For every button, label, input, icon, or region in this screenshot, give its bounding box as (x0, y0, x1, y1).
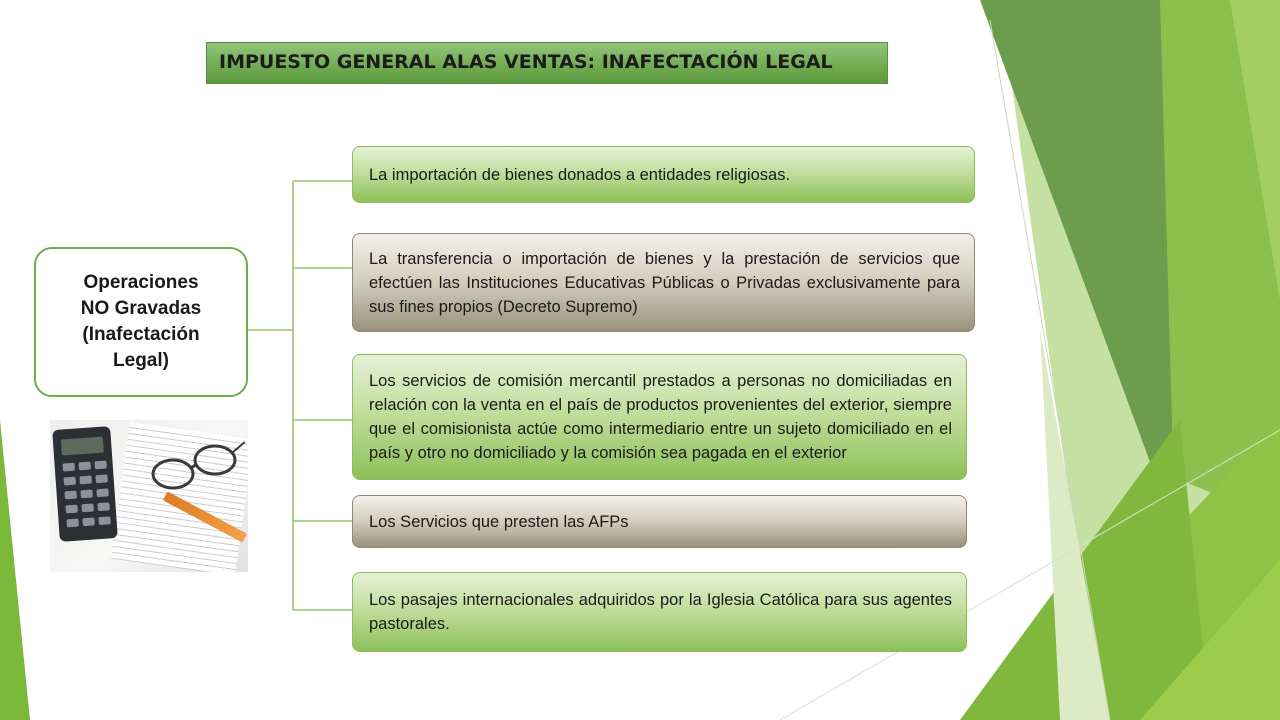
item-text: La importación de bienes donados a entidades religiosas. (369, 165, 791, 184)
item-commercial-commission (352, 354, 967, 480)
glasses-icon (145, 438, 245, 498)
item-donated-imports (352, 146, 975, 203)
root-node-label: Operaciones NO Gravadas (Inafectación Legal) (80, 272, 202, 371)
item-afp-services (352, 495, 967, 548)
calculator-spreadsheet-photo (50, 420, 248, 572)
item-text: Los Servicios que presten las AFPs (369, 512, 629, 531)
item-text: Los servicios de comisión mercantil prestados a personas no domiciliadas en relación con la venta en el país de productos provenientes del exterior, siempre que el comisionista actúe como intermediario entre un sujeto domiciliado en el país y otro no domiciliado y la comisión sea pagada en el exterior (369, 372, 952, 462)
calculator-icon (52, 426, 118, 542)
root-node (34, 247, 248, 397)
item-educational-institutions (352, 233, 975, 332)
item-international-tickets (352, 572, 967, 652)
page-title: IMPUESTO GENERAL ALAS VENTAS: INAFECTACIÓN LEGAL (219, 51, 833, 73)
item-text: La transferencia o importación de bienes y la prestación de servicios que efectúen las Instituciones Educativas Públicas o Privadas exclusivamente para sus fines propios (Decreto Supremo) (369, 249, 960, 316)
item-text: Los pasajes internacionales adquiridos por la Iglesia Católica para sus agentes pastorales. (369, 591, 952, 633)
